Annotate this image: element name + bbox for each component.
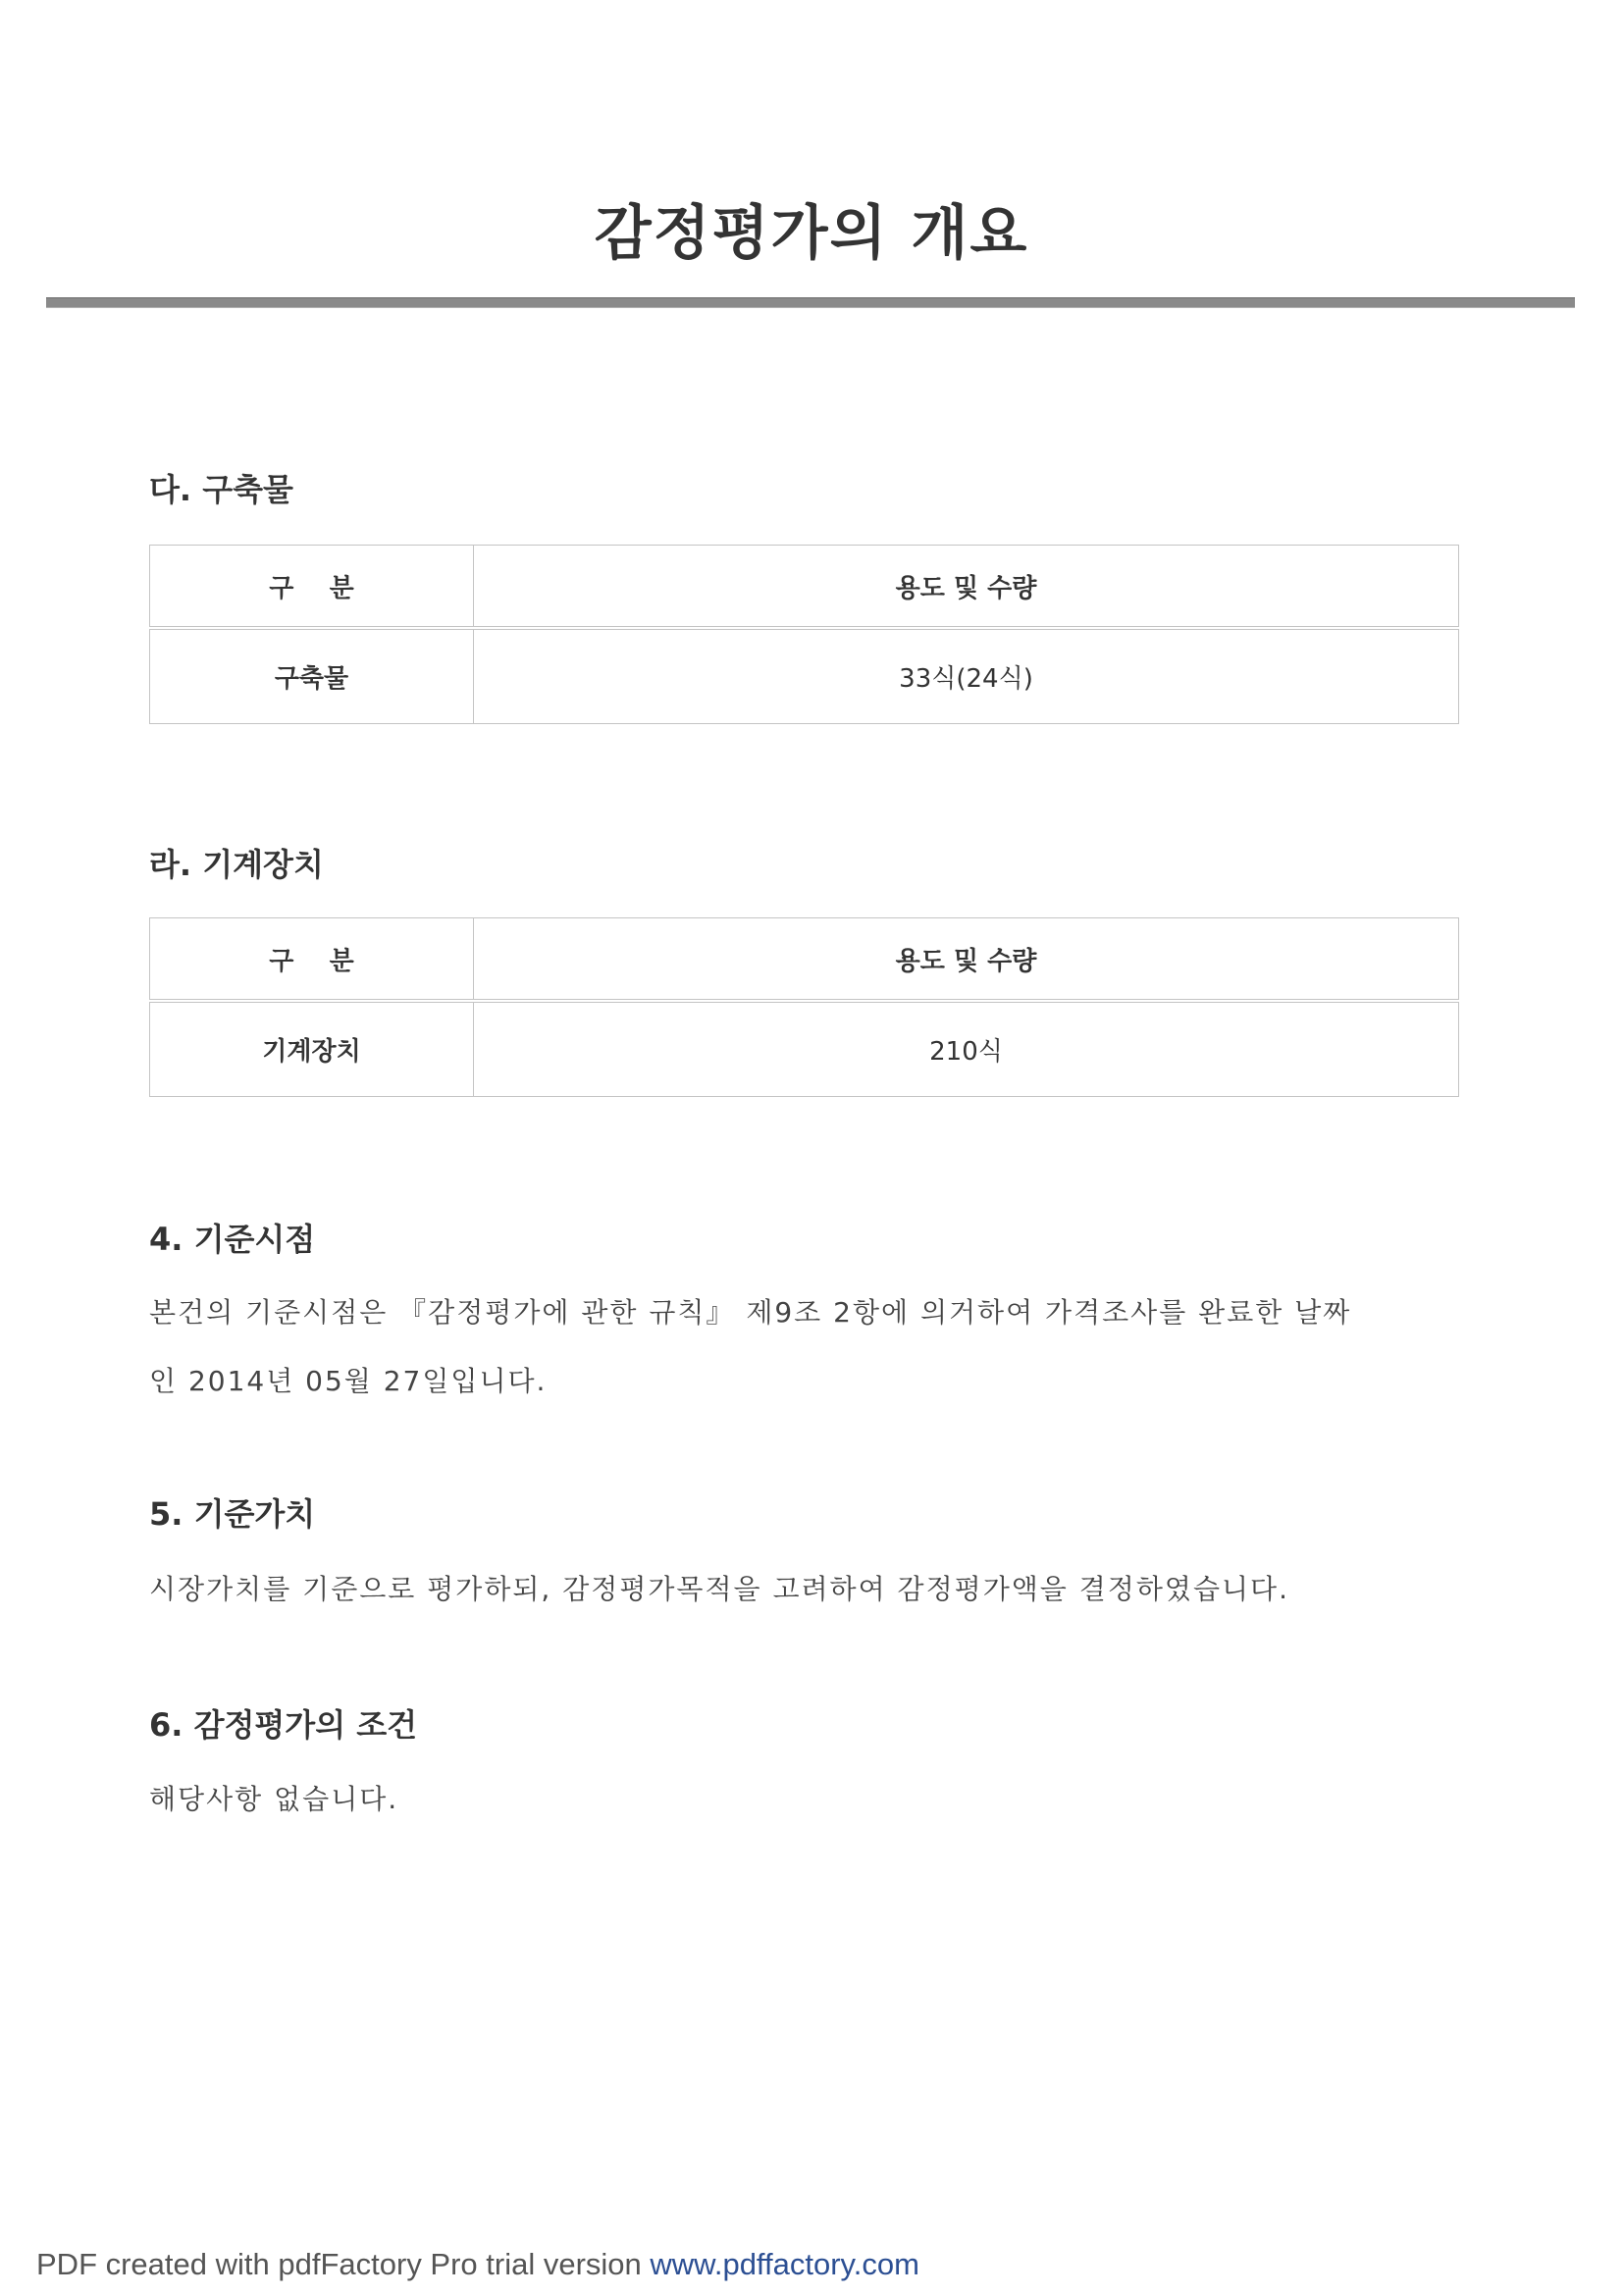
section-heading-base-date: 4. 기준시점 bbox=[149, 1221, 316, 1258]
page-title: 감정평가의 개요 bbox=[594, 199, 1029, 268]
paragraph-line: 인 2014년 05월 27일입니다. bbox=[149, 1365, 548, 1397]
machinery-table bbox=[149, 917, 1459, 1097]
table-cell-value: 33식(24식) bbox=[474, 628, 1459, 724]
table-header-cell: 용도 및 수량 bbox=[474, 918, 1459, 1002]
footer-text: PDF created with pdfFactory Pro trial version bbox=[36, 2247, 651, 2281]
table-header-cell: 구 분 bbox=[150, 918, 474, 1002]
table-row bbox=[150, 1001, 1459, 1097]
table-header-row bbox=[150, 546, 1459, 629]
table-header-cell: 구 분 bbox=[150, 546, 474, 629]
title-divider bbox=[46, 297, 1575, 308]
paragraph-line: 본건의 기준시점은 『감정평가에 관한 규칙』 제9조 2항에 의거하여 가격조사를 완료한 날짜 bbox=[149, 1296, 1352, 1329]
table-cell-label: 구축물 bbox=[150, 628, 474, 724]
paragraph-line: 해당사항 없습니다. bbox=[149, 1783, 399, 1815]
section-heading-machinery: 라. 기계장치 bbox=[149, 846, 324, 883]
table-cell-label: 기계장치 bbox=[150, 1001, 474, 1097]
section-heading-base-value: 5. 기준가치 bbox=[149, 1495, 316, 1533]
section-heading-conditions: 6. 감정평가의 조건 bbox=[149, 1706, 418, 1744]
table-cell-value: 210식 bbox=[474, 1001, 1459, 1097]
table-row bbox=[150, 628, 1459, 724]
table-header-row bbox=[150, 918, 1459, 1002]
table-header-cell: 용도 및 수량 bbox=[474, 546, 1459, 629]
section-heading-structures: 다. 구축물 bbox=[149, 471, 293, 508]
structures-table bbox=[149, 545, 1459, 724]
footer-link[interactable]: www.pdffactory.com bbox=[650, 2247, 919, 2281]
pdf-footer bbox=[36, 2247, 919, 2282]
paragraph-line: 시장가치를 기준으로 평가하되, 감정평가목적을 고려하여 감정평가액을 결정하였습니다. bbox=[149, 1573, 1289, 1605]
